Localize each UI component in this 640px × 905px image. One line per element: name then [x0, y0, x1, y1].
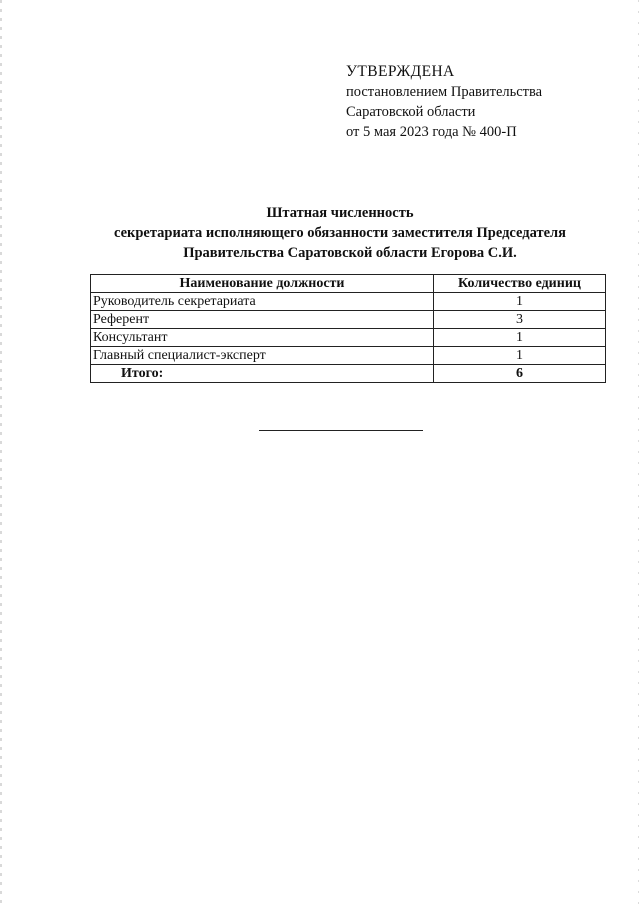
staff-table [90, 274, 606, 383]
approval-title: УТВЕРЖДЕНА [346, 63, 455, 80]
column-header-position: Наименование должности [91, 275, 434, 293]
position-quantity: 3 [434, 311, 606, 329]
heading-line-3: Правительства Саратовской области Егорова С.И. [183, 245, 517, 261]
position-name: Консультант [91, 329, 434, 347]
approval-block [346, 62, 606, 142]
table-row [91, 347, 606, 365]
approval-line-date: от 5 мая 2023 года № 400-П [346, 124, 517, 140]
table-total-row [91, 365, 606, 383]
table-row [91, 311, 606, 329]
heading-line-1: Штатная численность [266, 205, 414, 221]
end-of-document-rule [259, 430, 423, 431]
approval-line-resolution: постановлением Правительства [346, 84, 543, 100]
total-quantity: 6 [434, 365, 606, 383]
heading-line-2: секретариата исполняющего обязанности заместителя Председателя [113, 225, 567, 241]
position-quantity: 1 [434, 347, 606, 365]
column-header-quantity: Количество единиц [434, 275, 606, 293]
position-name: Руководитель секретариата [91, 293, 434, 311]
scan-edge-right [638, 0, 639, 905]
approval-line-region: Саратовской области [346, 104, 476, 120]
position-name: Референт [91, 311, 434, 329]
scan-edge-left [0, 0, 2, 905]
table-header-row [91, 275, 606, 293]
table-row [91, 329, 606, 347]
table-row [91, 293, 606, 311]
total-label: Итого: [91, 365, 434, 383]
position-name: Главный специалист-эксперт [91, 347, 434, 365]
position-quantity: 1 [434, 293, 606, 311]
position-quantity: 1 [434, 329, 606, 347]
document-heading [80, 203, 600, 263]
